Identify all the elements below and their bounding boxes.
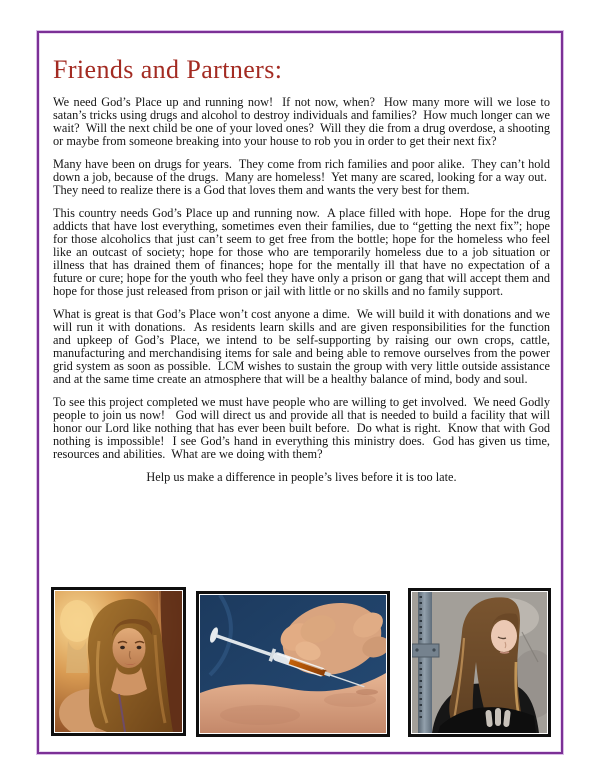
photo-sad-girl-wall — [408, 588, 551, 737]
page-title: Friends and Partners: — [53, 55, 283, 84]
page-content — [53, 50, 550, 484]
woman-portrait-illustration — [55, 591, 182, 732]
injection-site — [356, 689, 378, 695]
photo-syringe-injection — [196, 591, 390, 737]
photo-woman-portrait — [51, 587, 186, 736]
paragraph-addiction: Many have been on drugs for years. They come from rich families and poor alike. They can’t hold down a job, because of the drugs. Many are homeless! Yet many are scared, looking for a way out. They need to realize there is a God that loves them and wants the very best for them. — [53, 157, 550, 197]
hands — [485, 708, 511, 727]
sad-girl-illustration — [412, 592, 547, 733]
tagline: Help us make a difference in people’s lives before it is too late. — [146, 470, 457, 485]
syringe-injection-illustration — [200, 595, 386, 733]
paragraph-hope: This country needs God’s Place up and running now. A place filled with hope. Hope for the drug addicts that have lost everything, sometimes even their families, due to “getting the next fix”; hope for those alcoholics that just can’t seem to get free from the bottle; hope for the homeless who feel like an outcast of society; hope for those who are temporarily homeless due to a job situation or illness that has drained them of finances; hope for the mentally ill that have no expectation of a future or cure; hope for the youth who feel they have only a prison or gang that will accept them and hope for those just released from prison or jail with little or no skills and no family support. — [53, 206, 550, 298]
paragraph-get-involved: To see this project completed we must have people who are willing to get involved. We need Godly people to join us now! God will direct us and provide all that is needed to build a facility that will honor our Lord like nothing that has ever been built before. Do what is right. Know that with God nothing is impossible! I see God’s hand in everything this ministry does. God has given us time, resources and abilities. What are we doing with them? — [53, 395, 550, 461]
paragraph-donations: What is great is that God’s Place won’t cost anyone a dime. We will build it with donations and we will run it with donations. As residents learn skills and are given responsibilities for the function and upkeep of God’s Place, we intend to be self-supporting by raising our own crops, cattle, manufacturing and merchandising items for sale and being able to remove ourselves from the power grid system as soon as possible. LCM wishes to sustain the group with very little outside assistance and at the same time create an atmosphere that will be a healthy balance of mind, body and soul. — [53, 307, 550, 386]
paragraph-urgency: We need God’s Place up and running now! If not now, when? How many more will we lose to satan’s tricks using drugs and alcohol to destroy individuals and families? How much longer can we wait? Will the next child be one of your loved ones? Will they die from a drug overdose, a shooting or maybe from someone breaking into your house to rob you in order to get their next fix? — [53, 95, 550, 148]
girl-face — [491, 620, 517, 652]
